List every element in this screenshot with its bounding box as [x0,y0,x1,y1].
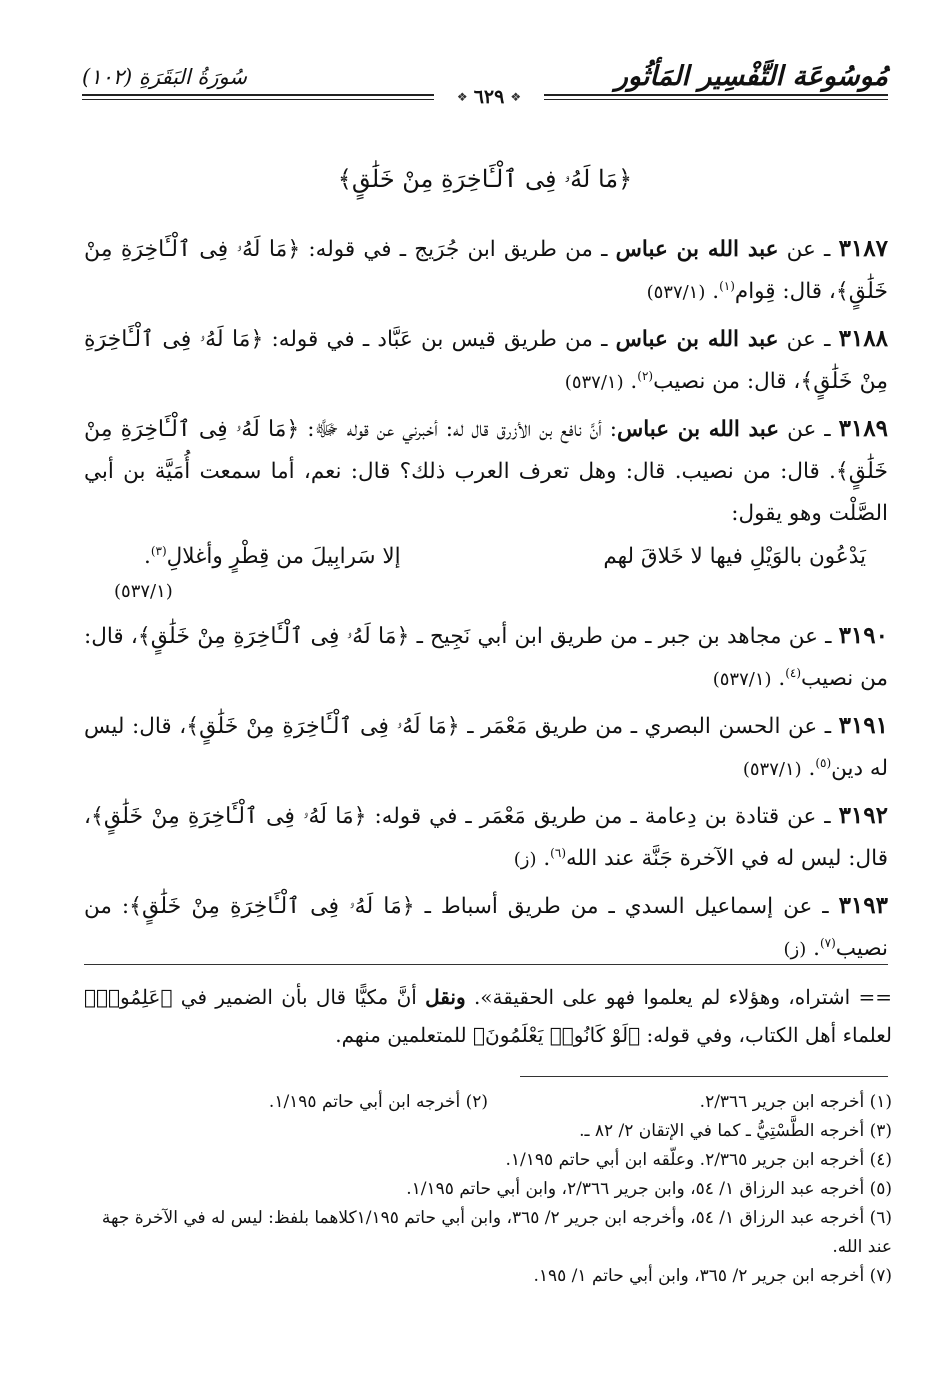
ornament-icon: ❖ [456,90,468,104]
narration-number: ٣١٨٩ [838,415,888,442]
poem-hemistich-right: يَدْعُون بالوَيْلِ فيها لا خَلاقَ لهم [603,544,866,569]
quran-quote: ﴿مَا لَهُۥ فِى ٱلْـَٔاخِرَةِ مِنْ خَلَٰقٍ﴾ [90,804,367,829]
footnote-marker: (٧) [819,935,836,950]
volume-reference: (٥٣٧/١) [114,581,173,602]
narration-text: ـ عن [779,417,839,442]
volume-reference: (٥٣٧/١) [712,669,772,690]
page-number-box [434,86,544,108]
narration-entry [84,318,888,404]
note-text: للمتعلمين منهم. [335,1023,473,1047]
narration-text: : من نصيب [84,894,888,961]
volume-reference: (٥٣٧/١) [742,759,802,780]
narration-text: . [536,846,551,871]
volume-reference: (٥٣٧/١) [564,372,624,393]
quran-quote: ﴿مَا لَهُۥ فِى ٱلْـَٔاخِرَةِ مِنْ خَلَٰقٍ﴾ [129,894,415,919]
narration-number: ٣١٩١ [838,712,889,739]
narration-text: . قال: من نصيب. قال: وهل تعرف العرب ذلك؟ قال: نعم، أما سمعت أُمَيَّة بن أبي الصَّلْت وهو يقول: [84,459,888,526]
volume-reference: (٥٣٧/١) [646,282,706,303]
poem-hemistich-left-wrap: إلا سَرابِيلَ من قِطْرٍ وأغلالِ$^{(٣)}$. [144,543,401,569]
page-number: ٦٢٩ [473,85,505,108]
poem-hemistich-left: إلا سَرابِيلَ من قِطْرٍ وأغلالِ [166,544,401,569]
narration-number: ٣١٨٨ [838,325,889,352]
narrator-name: عبد الله بن عباس [615,327,779,352]
volume-reference: (ز) [783,939,807,960]
note-text: لعلماء أهل الكتاب، وفي قوله: [640,1023,892,1047]
volume-reference: (ز) [513,849,537,870]
narration-text: : أنَّ نافع بن الأزرق قال له: أخبرني عن قوله ﷻ: [299,417,617,442]
book-title: مُوسُوعَة التَّفْسِير المَأثُور [614,61,888,92]
quran-quote: ﴿مَا لَهُۥ فِى ٱلْـَٔاخِرَةِ مِنْ خَلَٰقٍ﴾ [186,714,460,739]
surah-reference: سُورَةُ البَقَرَةِ (١٠٢) [82,64,247,89]
footnote-marker: (١) [719,278,735,293]
running-header [82,50,888,90]
narration-text: . [623,369,638,394]
continued-note [84,978,892,1054]
narration-text: ، قال: ليس له في الآخرة جَنَّة عند الله [84,804,888,871]
note-bold-word: ونقل [425,985,466,1009]
narration-number: ٣١٩٠ [838,622,888,649]
narration-text: . [705,279,720,304]
narration-number: ٣١٩٢ [838,802,888,829]
footnote: (٧) أخرجه ابن جرير ٢/ ٣٦٥، وابن أبي حاتم ١/ ١٩٥. [533,1266,892,1286]
narration-entry [84,885,888,971]
narration-entry [84,705,888,791]
narration-text: ـ عن الحسن البصري ـ من طريق مَعْمَر ـ [459,714,839,739]
quran-quote: ﴿مَا لَهُۥ فِى ٱلْـَٔاخِرَةِ مِنْ خَلَٰقٍ﴾ [137,624,410,649]
note-text: أنَّ مكيًّا قال بأن الضمير في [172,985,426,1009]
footnote-marker: (٦) [550,845,566,860]
note-text: == اشتراه، وهؤلاء لم يعلموا فهو على الحقيقة». [465,985,892,1009]
narrator-name: عبد الله بن عباس [615,237,779,262]
quran-quote: ﴿عَلِمُوا۟﴾ [84,985,173,1009]
narration-text: ، قال: من نصيب [653,369,801,394]
narration-text: ـ من طريق قيس بن عَبَّاد ـ في قوله: [263,327,616,352]
quran-quote: ﴿مَا لَهُۥ فِى ٱلْـَٔاخِرَةِ مِنْ خَلَٰقٍ﴾ [84,327,888,394]
footnote: (٤) أخرجه ابن جرير ٢/٣٦٥. وعلّقه ابن أبي حاتم ١/١٩٥. [505,1150,892,1170]
footnote-marker: (٣) [150,543,167,558]
footnote: (٢) أخرجه ابن أبي حاتم ١/١٩٥. [268,1092,488,1112]
footnote-marker: (٥) [815,755,832,770]
footnote-marker: (٤) [785,665,802,680]
footnote: (٦) أخرجه عبد الرزاق ١/ ٥٤، وأخرجه ابن جرير ٢/ ٣٦٥، وابن أبي حاتم ١/١٩٥كلاهما بلفظ: ليس له في الآخرة جهة عند الله. [101,1208,892,1257]
narration-text: . [801,756,816,781]
quran-quote: ﴿مَا لَهُۥ فِى ٱلْـَٔاخِرَةِ مِنْ خَلَٰقٍ﴾ [84,417,888,484]
quran-quote: ﴿مَا لَهُۥ فِى ٱلْـَٔاخِرَةِ مِنْ خَلَٰقٍ﴾ [84,237,888,304]
narrations-list [84,228,888,975]
verse-heading: ﴿مَا لَهُۥ فِى ٱلْـَٔاخِرَةِ مِنْ خَلَٰقٍ﴾ [337,165,633,193]
narration-text: ـ من طريق ابن جُرَيج ـ في قوله: [300,237,616,262]
narration-entry [84,795,888,881]
footnote: (٣) أخرجه الطَّسْتِيُّ ـ كما في الإتقان ٢/ ٨٢ ـ. [579,1121,892,1141]
footnote: (٥) أخرجه عبد الرزاق ١/ ٥٤، وابن جرير ٢/٣٦٦، وابن أبي حاتم ١/١٩٥. [406,1179,892,1199]
narration-number: ٣١٩٣ [838,892,888,919]
footnote-marker: (٢) [637,368,654,383]
narration-text: ـ عن إسماعيل السدي ـ من طريق أسباط ـ [414,894,839,919]
narration-entry [84,228,888,314]
ornament-icon: ❖ [510,90,522,104]
narration-text: ـ عن [778,327,839,352]
footnote: (١) أخرجه ابن جرير ٢/٣٦٦. [699,1092,892,1112]
narration-text: ـ عن مجاهد بن جبر ـ من طريق ابن أبي نَجِيح ـ [409,624,839,649]
narration-text: ـ عن [778,237,839,262]
poem-verse [84,537,888,577]
narration-text: ، قال: من نصيب [84,624,888,691]
narration-text: . [806,936,820,961]
narration-entry [84,615,888,701]
narration-number: ٣١٨٧ [838,235,888,262]
section-divider [84,964,888,965]
narration-text: ، قال: قِوام [734,279,836,304]
footnote-row [84,1088,892,1117]
narration-entry [84,408,888,535]
narration-text: . [771,666,786,691]
footnote-divider [520,1076,888,1077]
narrator-name: عبد الله بن عباس [617,417,780,442]
narration-text: ـ عن قتادة بن دِعامة ـ من طريق مَعْمَر ـ في قوله: [366,804,839,829]
footnotes [84,1088,892,1291]
narration-text: ، قال: ليس له دين [84,714,888,781]
quran-quote: ﴿لَوْ كَانُوا۟ يَعْلَمُونَ﴾ [473,1023,641,1047]
